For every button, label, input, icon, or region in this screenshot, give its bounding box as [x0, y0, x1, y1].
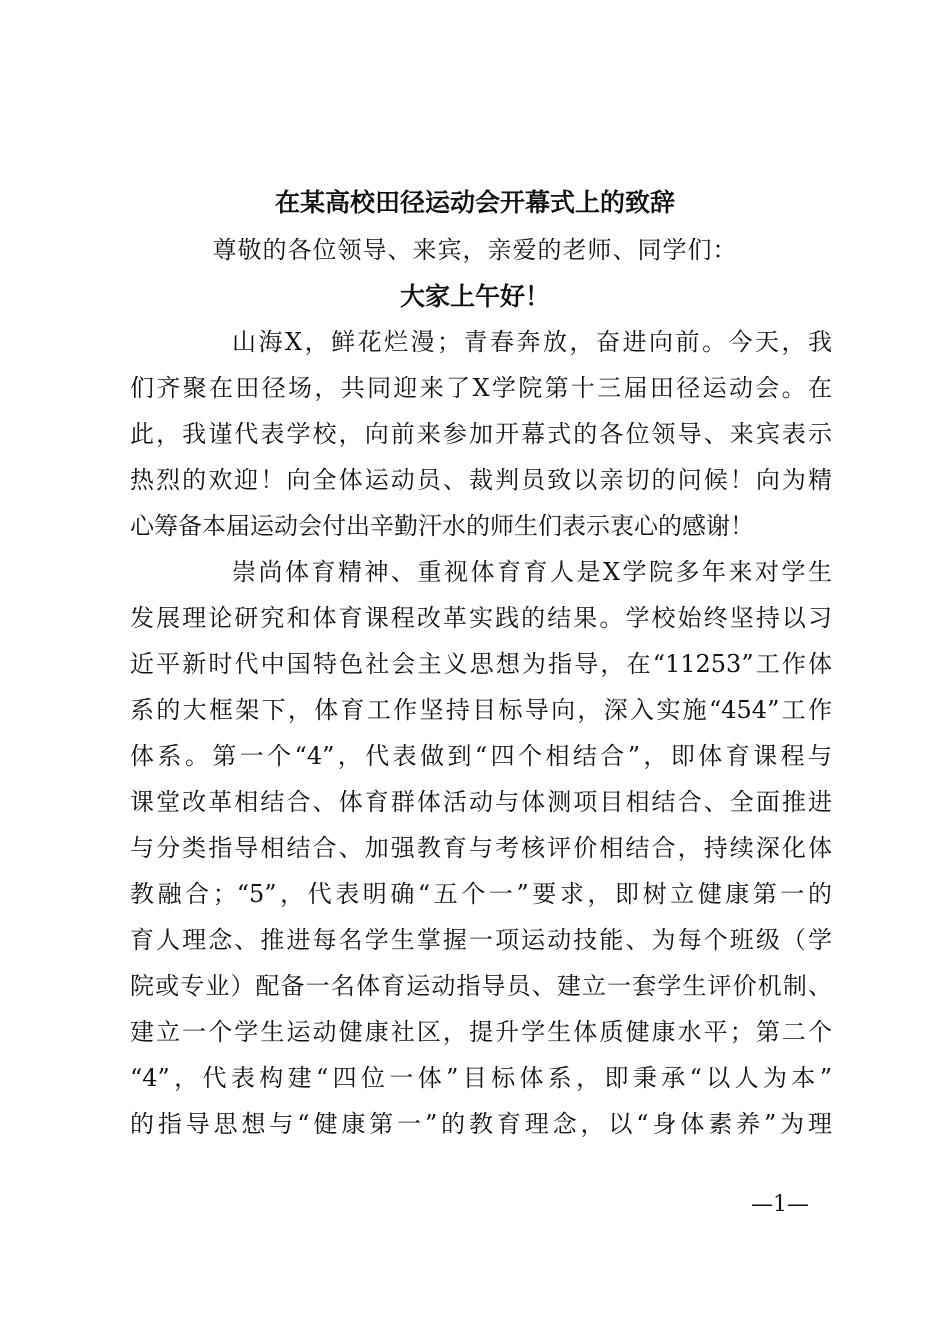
- paragraph-line: 课堂改革相结合、体育群体活动与体测项目相结合、全面推进: [130, 788, 832, 816]
- paragraph-line: 育人理念、推进每名学生掌握一项运动技能、为每个班级（学: [130, 926, 832, 954]
- paragraph-line: 此，我谨代表学校，向前来参加开幕式的各位领导、来宾表示: [130, 420, 832, 448]
- paragraph-line: 山海X，鲜花烂漫；青春奔放，奋进向前。今天，我: [232, 328, 832, 356]
- document-title: 在某高校田径运动会开幕式上的致辞: [274, 188, 675, 217]
- paragraph-line: 与分类指导相结合、加强教育与考核评价相结合，持续深化体: [130, 834, 832, 862]
- paragraph-line: 崇尚体育精神、重视体育育人是X学院多年来对学生: [232, 558, 832, 586]
- paragraph-line: 心筹备本届运动会付出辛勤汗水的师生们表示衷心的感谢！: [130, 512, 754, 540]
- paragraph-line: 教融合；“5”，代表明确“五个一”要求，即树立健康第一的: [130, 880, 832, 908]
- paragraph-line: 的指导思想与“健康第一”的教育理念，以“身体素养”为理: [130, 1110, 832, 1138]
- paragraph-line: 热烈的欢迎！向全体运动员、裁判员致以亲切的问候！向为精: [130, 466, 832, 494]
- paragraph-line: 建立一个学生运动健康社区，提升学生体质健康水平；第二个: [130, 1018, 832, 1046]
- paragraph-line: 发展理论研究和体育课程改革实践的结果。学校始终坚持以习: [130, 604, 832, 632]
- greeting: 大家上午好！: [399, 282, 550, 311]
- paragraph-line: “4”，代表构建“四位一体”目标体系，即秉承“以人为本”: [130, 1064, 832, 1092]
- salutation: 尊敬的各位领导、来宾，亲爱的老师、同学们：: [212, 236, 738, 264]
- paragraph-line: 近平新时代中国特色社会主义思想为指导，在“11253”工作体: [130, 650, 832, 678]
- page-number: —1—: [751, 1192, 809, 1217]
- paragraph-line: 体系。第一个“4”，代表做到“四个相结合”，即体育课程与: [130, 742, 832, 770]
- paragraph-line: 系的大框架下，体育工作坚持目标导向，深入实施“454”工作: [130, 696, 832, 724]
- paragraph-line: 们齐聚在田径场，共同迎来了X学院第十三届田径运动会。在: [130, 374, 832, 402]
- paragraph-line: 院或专业）配备一名体育运动指导员、建立一套学生评价机制、: [130, 972, 832, 1000]
